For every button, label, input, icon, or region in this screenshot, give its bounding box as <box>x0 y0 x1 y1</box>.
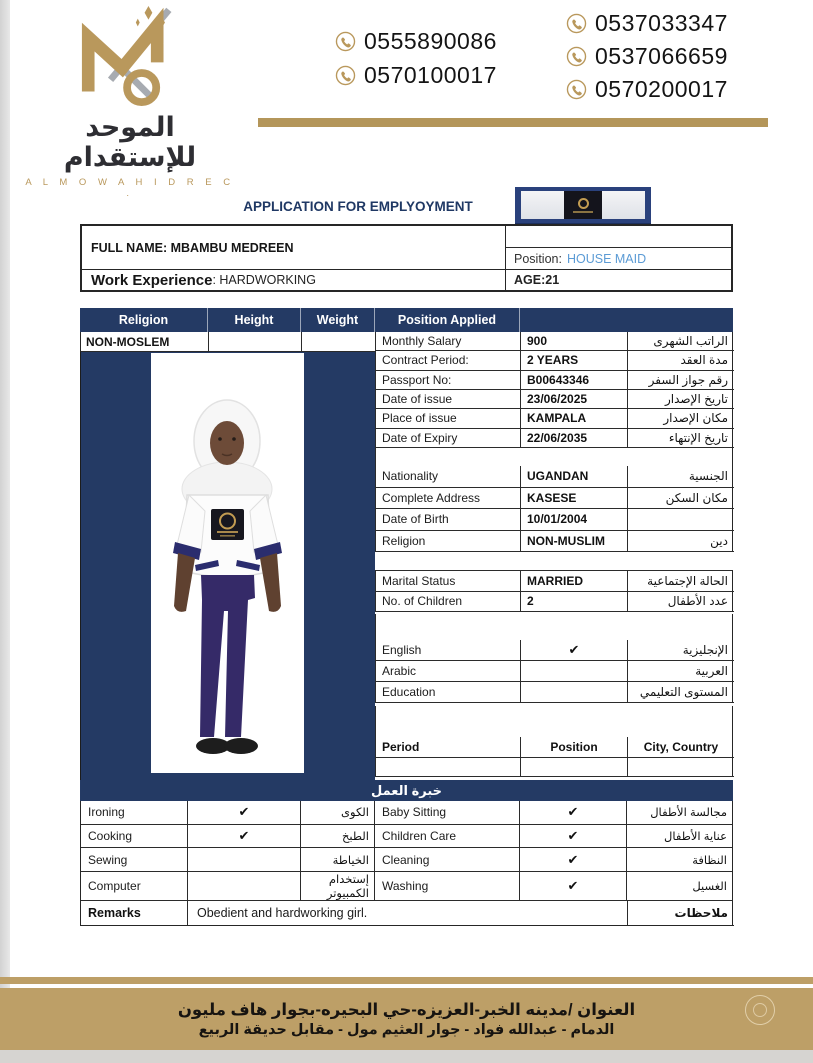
row-label: Passport No: <box>376 371 521 390</box>
position-label: Position: <box>514 251 562 266</box>
row-value: MARRIED <box>521 571 628 592</box>
thumbnail-photo-crop <box>521 191 645 219</box>
work-experience-label: Work Experience <box>91 271 213 289</box>
row-value: 22/06/2035 <box>521 429 628 448</box>
height-value-cell <box>209 332 302 352</box>
row-value: 2 <box>521 592 628 613</box>
remarks-arabic: ملاحظات <box>628 901 734 926</box>
work-experience-value: : HARDWORKING <box>212 273 316 287</box>
row-label: Nationality <box>376 466 521 488</box>
skill-arabic: عناية الأطفال <box>627 825 732 849</box>
phone-list-right <box>566 10 728 103</box>
row-label: Education <box>376 682 521 703</box>
row-label: Arabic <box>376 661 521 682</box>
row-value: B00643346 <box>521 371 628 390</box>
table-row <box>376 661 734 682</box>
skill-arabic: الغسيل <box>627 872 732 901</box>
badge-emblem-icon <box>578 198 589 209</box>
languages-education-header <box>375 614 733 640</box>
remarks-label: Remarks <box>81 901 188 926</box>
row-label: Monthly Salary <box>376 332 521 351</box>
row-value: 2 YEARS <box>521 351 628 370</box>
row-arabic: مكان الإصدار <box>628 409 734 428</box>
details-of-application-header <box>375 448 733 466</box>
empty-cell <box>376 758 521 777</box>
phone-row <box>566 43 728 70</box>
remarks-row <box>80 901 733 926</box>
previous-employment-columns <box>375 737 733 758</box>
phone-number: 0537033347 <box>595 10 728 36</box>
position-column-header: Position <box>521 737 628 758</box>
company-logo <box>24 6 236 199</box>
table-row <box>376 571 734 592</box>
check-mark: ✔ <box>520 801 627 825</box>
skill-label: Ironing <box>81 801 188 825</box>
row-arabic: مكان السكن <box>628 488 734 510</box>
logo-latin-name: A L M O W A H I D R E C . <box>25 177 235 200</box>
identity-left-column <box>82 226 506 290</box>
row-arabic: مدة العقد <box>628 351 734 370</box>
check-mark: ✔ <box>188 825 301 849</box>
religion-value-cell: NON-MOSLEM <box>81 332 209 352</box>
row-label: Marital Status <box>376 571 521 592</box>
row-value: KAMPALA <box>521 409 628 428</box>
table-row <box>376 390 734 409</box>
check-mark <box>521 682 628 703</box>
skills-row <box>81 825 732 849</box>
remarks-value: Obedient and hardworking girl. <box>188 901 628 926</box>
check-mark: ✔ <box>520 848 627 872</box>
position-cell <box>506 248 731 270</box>
skills-table <box>80 801 733 901</box>
skill-label: Washing <box>375 872 520 901</box>
page-edge-shadow <box>0 0 10 1063</box>
footer-emblem-watermark-icon <box>745 995 775 1025</box>
skill-arabic: الخياطة <box>301 848 375 872</box>
age-cell: AGE:21 <box>514 273 560 287</box>
section-title-en: DETAILS OF APPLICATION <box>419 450 580 464</box>
thumbnail-sleeve-right <box>602 191 645 219</box>
skill-label: Cleaning <box>375 848 520 872</box>
row-value: UGANDAN <box>521 466 628 488</box>
skills-row <box>81 872 732 901</box>
phone-icon <box>335 65 356 86</box>
footer-address-line2: الدمام - عبدالله فواد - جوار العثيم مول - مقابل حديقة الربيع <box>198 1022 615 1038</box>
religion-value-row <box>80 332 375 352</box>
thumbnail-badge <box>564 191 602 219</box>
application-details-block <box>375 466 733 552</box>
skill-label: Children Care <box>375 825 520 849</box>
header-blank-cell <box>520 308 733 332</box>
phone-icon <box>566 79 587 100</box>
phone-icon <box>335 31 356 52</box>
section-title-ar: تفاصيل المعاملة <box>593 450 689 464</box>
table-row <box>376 409 734 428</box>
table-row <box>376 509 734 531</box>
table-row <box>376 488 734 510</box>
phone-number: 0555890086 <box>364 28 497 54</box>
empty-cell <box>506 226 731 248</box>
row-value: 900 <box>521 332 628 351</box>
row-label: Complete Address <box>376 488 521 510</box>
phone-number: 0570200017 <box>595 76 728 102</box>
row-arabic: العربية <box>628 661 734 682</box>
row-label: Contract Period: <box>376 351 521 370</box>
row-arabic: المستوى التعليمي <box>628 682 734 703</box>
page-bottom-edge <box>0 1050 813 1063</box>
logo-arabic-name: الموحد للإستقدام <box>63 112 197 172</box>
phone-row <box>566 76 728 103</box>
religion-header: Religion <box>80 308 208 332</box>
weight-header: Weight <box>301 308 375 332</box>
phone-row <box>335 28 497 55</box>
skill-arabic: إستخدام الكمبيوتر <box>301 872 375 901</box>
passport-details-block <box>375 332 733 448</box>
row-value: 23/06/2025 <box>521 390 628 409</box>
row-label: Place of issue <box>376 409 521 428</box>
position-applied-header: Position Applied <box>375 308 520 332</box>
check-mark <box>188 848 301 872</box>
row-label: English <box>376 640 521 661</box>
identity-table <box>80 224 733 292</box>
applicant-figure <box>151 353 304 773</box>
table-row <box>376 531 734 553</box>
phone-list-left <box>335 28 497 89</box>
row-arabic: الحالة الإجتماعية <box>628 571 734 592</box>
skills-row <box>81 848 732 872</box>
check-mark: ✔ <box>520 825 627 849</box>
weight-value-cell <box>302 332 376 352</box>
check-mark: ✔ <box>188 801 301 825</box>
phone-icon <box>566 13 587 34</box>
row-value: NON-MUSLIM <box>521 531 628 553</box>
skill-arabic: الكوى <box>301 801 375 825</box>
previous-employment-header <box>375 706 733 737</box>
table-row <box>376 429 734 448</box>
skill-label: Sewing <box>81 848 188 872</box>
skill-arabic: مجالسة الأطفال <box>627 801 732 825</box>
section-title-en: LANGUAGES & EDUCATION <box>423 620 593 634</box>
empty-cell <box>628 758 734 777</box>
check-mark <box>521 661 628 682</box>
marital-status-block <box>375 570 733 612</box>
badge-text-line <box>573 211 593 213</box>
empty-cell <box>521 758 628 777</box>
document-title: APPLICATION FOR EMPLYOYMENT <box>243 199 473 214</box>
full-name-cell: FULL NAME: MBAMBU MEDREEN <box>82 226 505 270</box>
row-label: Date of Expiry <box>376 429 521 448</box>
skill-label: Cooking <box>81 825 188 849</box>
skill-arabic: الطبخ <box>301 825 375 849</box>
footer-top-strip <box>0 977 813 984</box>
row-arabic: عدد الأطفال <box>628 592 734 613</box>
row-arabic <box>628 509 734 531</box>
height-header: Height <box>208 308 301 332</box>
row-arabic: تاريخ الإنتهاء <box>628 429 734 448</box>
row-label: Date of Birth <box>376 509 521 531</box>
identity-right-column <box>506 226 731 290</box>
applicant-photo <box>151 353 304 773</box>
row-arabic: الراتب الشهرى <box>628 332 734 351</box>
row-arabic: الجنسية <box>628 466 734 488</box>
row-arabic: دين <box>628 531 734 553</box>
table-row <box>376 332 734 351</box>
check-mark: ✔ <box>521 640 628 661</box>
table-row <box>376 592 734 613</box>
work-experience-cell <box>82 270 505 290</box>
work-experience-header: خبرة العمل <box>80 780 733 801</box>
main-table-header <box>80 308 733 332</box>
row-value: 10/01/2004 <box>521 509 628 531</box>
table-row <box>376 351 734 370</box>
languages-block <box>375 640 733 703</box>
skill-label: Computer <box>81 872 188 901</box>
previous-employment-empty-row <box>375 758 733 777</box>
row-arabic: تاريخ الإصدار <box>628 390 734 409</box>
photo-panel <box>80 352 375 780</box>
check-mark: ✔ <box>520 872 627 901</box>
section-title-ar: اللغة والتعليم <box>606 620 685 634</box>
table-row <box>376 371 734 390</box>
uniform-badge-thumbnail <box>515 187 651 226</box>
position-value: HOUSE MAID <box>566 251 647 266</box>
phone-icon <box>566 46 587 67</box>
footer-address-line1: العنوان /مدينه الخبر-العزيزه-حي البحيره-بجوار هاف مليون <box>177 1001 636 1019</box>
section-title-ar: خبرة خارج البلاد <box>621 714 715 729</box>
skill-arabic: النظافة <box>627 848 732 872</box>
gold-divider-bar <box>258 118 768 127</box>
phone-row <box>335 62 497 89</box>
table-row <box>376 640 734 661</box>
table-row <box>376 682 734 703</box>
row-label: Date of issue <box>376 390 521 409</box>
row-arabic: الإنجليزية <box>628 640 734 661</box>
row-value: KASESE <box>521 488 628 510</box>
skills-row <box>81 801 732 825</box>
logo-monogram-icon <box>71 6 189 108</box>
row-label: Religion <box>376 531 521 553</box>
section-title-en: PREVIOUS EMPLOYMENT ABROAD <box>393 714 608 729</box>
phone-row <box>566 10 728 37</box>
thumbnail-sleeve-left <box>521 191 564 219</box>
table-row <box>376 466 734 488</box>
row-arabic: رقم جواز السفر <box>628 371 734 390</box>
skill-label: Baby Sitting <box>375 801 520 825</box>
phone-number: 0570100017 <box>364 62 497 88</box>
city-country-column-header: City, Country <box>628 737 734 758</box>
row-label: No. of Children <box>376 592 521 613</box>
footer-address-band <box>0 988 813 1050</box>
check-mark <box>188 872 301 901</box>
period-column-header: Period <box>376 737 521 758</box>
phone-number: 0537066659 <box>595 43 728 69</box>
